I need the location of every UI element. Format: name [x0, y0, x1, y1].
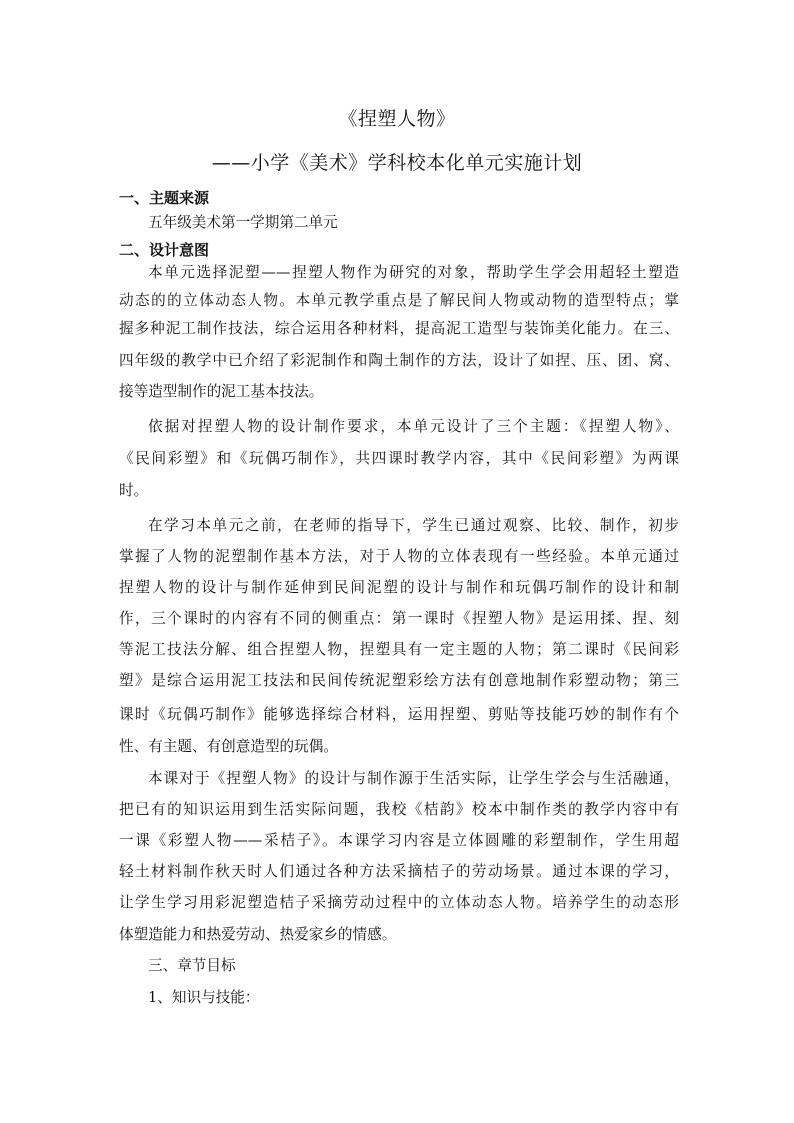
document-subtitle: ——小学《美术》学科校本化单元实施计划: [211, 152, 583, 174]
paragraph-line: 把已有的知识运用到生活实际问题，我校《桔韵》校本中制作类的教学内容中有: [119, 801, 679, 818]
paragraph-line: 本单元选择泥塑——捏塑人物作为研究的对象，帮助学生学会用超轻土塑造: [148, 264, 679, 281]
paragraph-line: 一课《彩塑人物——采桔子》。本课学习内容是立体圆雕的彩塑制作，学生用超: [119, 832, 679, 849]
paragraph-line: 动态的的立体动态人物。本单元教学重点是了解民间人物或动物的造型特点；掌: [119, 292, 679, 309]
paragraph-line: 依据对捏塑人物的设计制作要求，本单元设计了三个主题：《捏塑人物》、: [148, 418, 679, 435]
section-heading-chapter-goals: 三、章节目标: [148, 957, 236, 974]
paragraph-line: 塑》是综合运用泥工技法和民间传统泥塑彩绘方法有创意地制作彩塑动物；第三: [119, 672, 679, 689]
paragraph-line: 作，三个课时的内容有不同的侧重点：第一课时《捏塑人物》是运用揉、捏、刻: [119, 610, 679, 627]
section-heading-design-intent: 二、设计意图: [119, 241, 210, 259]
paragraph-line: 捏塑人物的设计与制作延伸到民间泥塑的设计与制作和玩偶巧制作的设计和制: [119, 579, 679, 596]
paragraph-line: 握多种泥工制作技法，综合运用各种材料，提高泥工造型与装饰美化能力。在三、: [119, 320, 679, 337]
paragraph-line: 轻土材料制作秋天时人们通过各种方法采摘桔子的劳动场景。通过本课的学习，: [119, 863, 679, 880]
paragraph-line: 课时《玩偶巧制作》能够选择综合材料，运用捏塑、剪贴等技能巧妙的制作有个: [119, 706, 679, 723]
theme-source-text: 五年级美术第一学期第二单元: [148, 214, 338, 231]
paragraph-line: 四年级的教学中已介绍了彩泥制作和陶土制作的方法，设计了如捏、压、团、窝、: [119, 352, 679, 369]
paragraph-line: 掌握了人物的泥塑制作基本方法，对于人物的立体表现有一些经验。本单元通过: [119, 548, 679, 565]
paragraph-line: 体塑造能力和热爱劳动、热爱家乡的情感。: [119, 926, 397, 943]
document-title: 《捏塑人物》: [338, 108, 456, 130]
paragraph-line: 接等造型制作的泥工基本技法。: [119, 383, 324, 400]
paragraph-line: 本课对于《捏塑人物》的设计与制作源于生活实际，让学生学会与生活融通，: [148, 770, 679, 787]
goal-item-knowledge-skills: 1、知识与技能：: [148, 989, 260, 1006]
paragraph-line: 性、有主题、有创意造型的玩偶。: [119, 738, 338, 755]
paragraph-line: 让学生学习用彩泥塑造桔子采摘劳动过程中的立体动态人物。培养学生的动态形: [119, 894, 679, 911]
paragraph-line: 等泥工技法分解、组合捏塑人物，捏塑具有一定主题的人物；第二课时《民间彩: [119, 641, 679, 658]
paragraph-line: 在学习本单元之前，在老师的指导下，学生已通过观察、比较、制作，初步: [148, 517, 679, 534]
section-heading-theme-source: 一、主题来源: [119, 189, 210, 207]
paragraph-line: 《民间彩塑》和《玩偶巧制作》，共四课时教学内容，其中《民间彩塑》为两课: [119, 450, 679, 467]
paragraph-line: 时。: [119, 482, 149, 499]
